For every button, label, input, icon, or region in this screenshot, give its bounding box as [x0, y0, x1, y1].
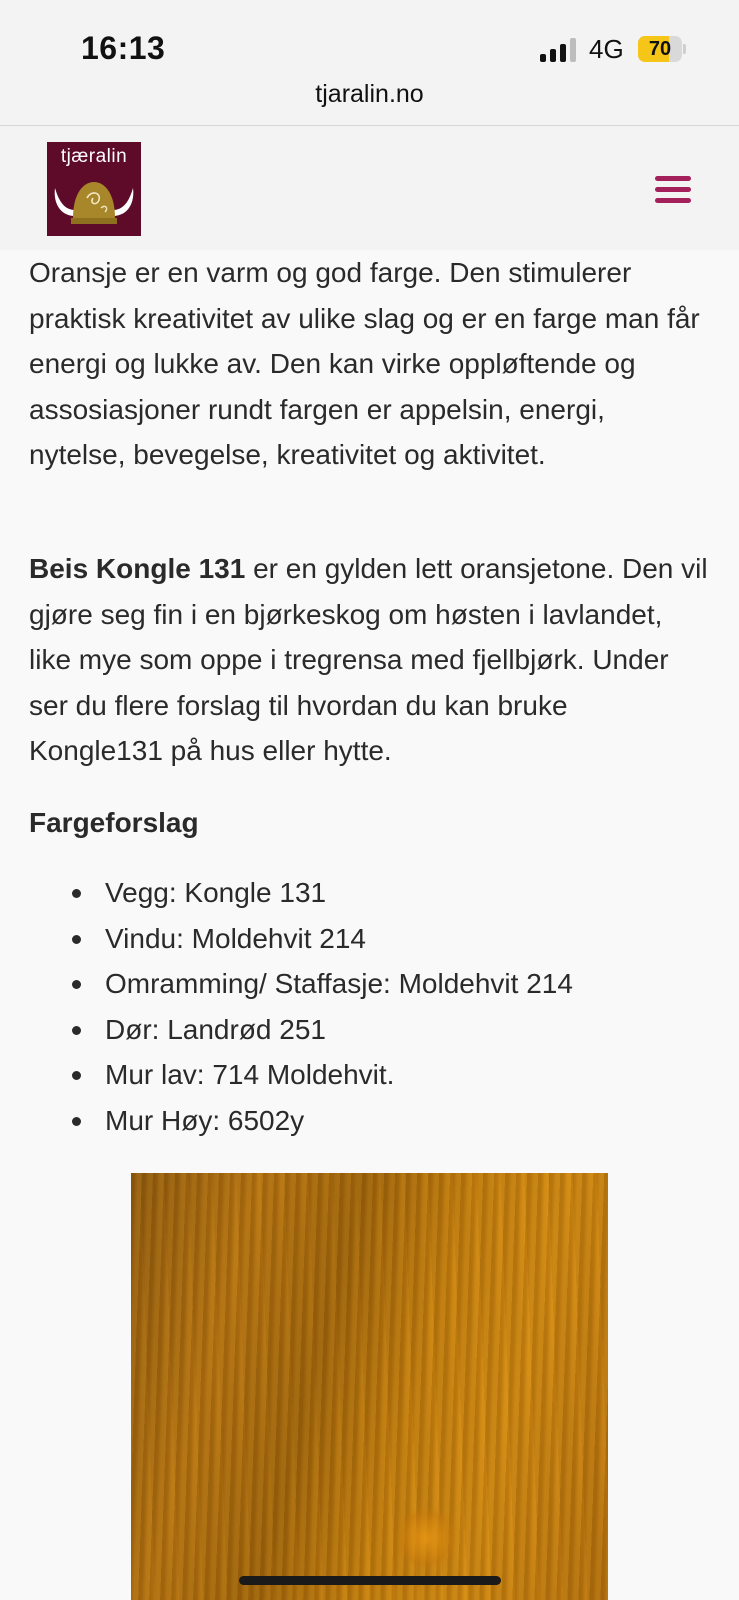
battery-icon	[638, 36, 686, 62]
list-item-text: Dør: Landrød 251	[105, 1013, 326, 1045]
color-suggestions-list	[29, 870, 709, 1143]
status-time: 16:13	[81, 30, 166, 66]
list-item	[29, 1098, 709, 1144]
logo-text: tjæralin	[60, 146, 128, 167]
product-name: Beis Kongle 131	[29, 553, 246, 584]
intro-paragraph: Oransje er en varm og god farge. Den stimulerer praktisk kreativitet av ulike slag og er en farge man får energi og lukke av. Den kan virke oppløftende og assosiasjoner rundt fargen er appelsin, energi, nytelse, bevegelse, kreativitet og aktivitet.	[29, 257, 700, 470]
address-bar-url[interactable]: tjaralin.no	[315, 80, 424, 108]
product-paragraph	[29, 546, 709, 774]
list-item	[29, 916, 709, 962]
site-logo[interactable]	[47, 142, 141, 236]
site-header	[0, 126, 739, 250]
battery-percent: 70	[648, 38, 672, 60]
color-swatch-image	[131, 1173, 608, 1600]
viking-helmet-icon	[51, 174, 137, 232]
suggestions-heading: Fargeforslag	[29, 807, 199, 838]
list-item-text: Mur Høy: 6502y	[105, 1104, 305, 1136]
network-type: 4G	[589, 34, 624, 64]
list-item	[29, 961, 709, 1007]
list-item-text: Vegg: Kongle 131	[105, 877, 327, 908]
status-bar	[0, 0, 739, 126]
list-item	[29, 1007, 709, 1053]
product-description: er en gylden lett oransjetone. Den vil gjøre seg fin i en bjørkeskog om høsten i lavlandet, like mye som oppe i tregrensa med fjellbjørk. Under ser du flere forslag til hvordan du kan bruke Kongle131 på hus eller hytte.	[29, 553, 708, 766]
list-item-text: Vindu: Moldehvit 214	[105, 922, 366, 954]
wood-knot	[396, 1503, 456, 1573]
signal-strength-icon	[540, 38, 578, 62]
list-item	[29, 870, 709, 916]
list-item-text: Omramming/ Staffasje: Moldehvit 214	[105, 968, 573, 999]
home-indicator[interactable]	[239, 1576, 501, 1585]
list-item-text: Mur lav: 714 Moldehvit.	[105, 1059, 395, 1090]
hamburger-menu-icon[interactable]	[655, 176, 691, 204]
list-item	[29, 1052, 709, 1098]
